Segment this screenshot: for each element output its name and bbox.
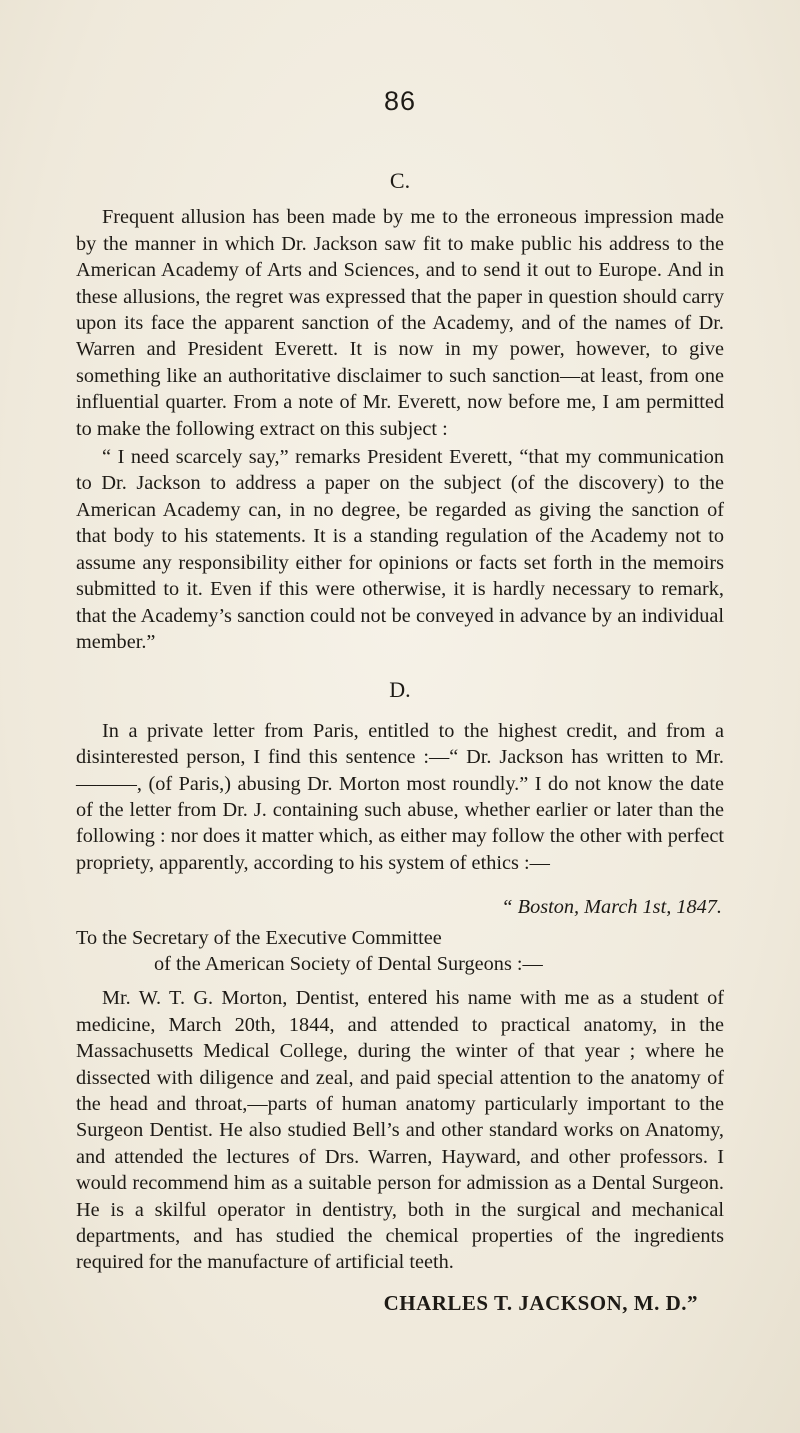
everett-quote-paragraph: “ I need scarcely say,” remarks President Everett, “that my communication to Dr. Jackson to address a paper on the subject (of the discovery) to the American Academy can, in no degree, be regarded as giving the sanction of that body to his statements. It is a standing regulation of the Academy not to assume any responsibility either for opinions or facts set forth in the memoirs submitted to it. Even if this were otherwise, it is hardly necessary to remark, that the Academy’s sanction could not be conveyed in advance by an individual member.” xyxy=(76,446,724,653)
letter-body: Mr. W. T. G. Morton, Dentist, entered his name with me as a student of medicine, March 20th, 1844, and attended to practical anatomy, in the Massachusetts Medical College, during the winter of that year ; where he dissected with diligence and zeal, and paid special attention to the anatomy of the head and throat,—parts of human anatomy particularly important to the Surgeon Dentist. He also studied Bell’s and other standard works on Anatomy, and attended the lectures of Drs. Warren, Hayward, and other professors. I would recommend him as a suitable person for admission as a Dental Surgeon. He is a skilful operator in dentistry, both in the surgical and mechanical departments, and has studied the chemical properties of the ingredients required for the manufacture of artificial teeth. xyxy=(76,987,724,1274)
section-d-heading: D. xyxy=(389,677,411,703)
section-c-heading: C. xyxy=(389,168,411,193)
section-d-paragraph-1: In a private letter from Paris, entitled to the highest credit, and from a disinterested person, I find this sentence :—“ Dr. Jackson has written to Mr. ———, (of Paris,) abusing Dr. Morton most roundly.” I do not know the date of the letter from Dr. J. containing such abuse, whether earlier or later than the following : nor does it matter which, as either may follow the other with perfect propriety, apparently, according to his system of ethics :— xyxy=(76,719,724,874)
letter-dateline xyxy=(76,894,722,920)
letter-address-line-2: of the American Society of Dental Surgeons :— xyxy=(154,952,543,975)
letter-dateline-text: “ Boston, March 1st, 1847. xyxy=(501,896,722,919)
page-body xyxy=(76,168,724,1316)
letter-address-line-1: To the Secretary of the Executive Committee xyxy=(76,926,442,949)
letter-signature: CHARLES T. JACKSON, M. D.” xyxy=(383,1290,698,1315)
page-number: 86 xyxy=(383,86,417,116)
section-c-paragraph-1: Frequent allusion has been made by me to the erroneous impression made by the manner in which Dr. Jackson saw fit to make public his address to the American Academy of Arts and Sciences, and to send it out to Europe. And in these allusions, the regret was expressed that the paper in question should carry upon its face the apparent sanction of the Academy, and of the names of Dr. Warren and President Everett. It is now in my power, however, to give something like an authoritative disclaimer to such sanction—at least, from one influential quarter. From a note of Mr. Everett, now before me, I am permitted to make the following extract on this subject : xyxy=(76,206,724,440)
